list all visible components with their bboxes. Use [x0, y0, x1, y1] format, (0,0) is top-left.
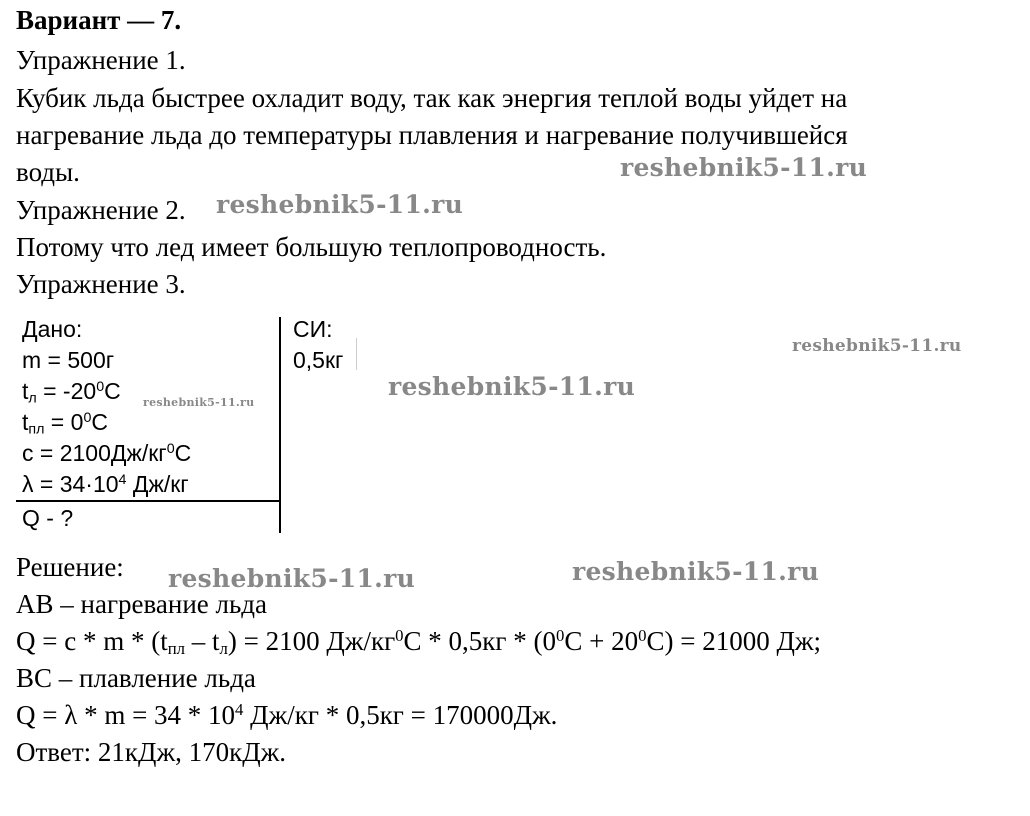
exercise-1-text-line-3: воды. [16, 157, 80, 187]
given-divider-horizontal [16, 500, 280, 502]
given-find: Q - ? [22, 505, 74, 531]
given-mass: m = 500г [22, 347, 115, 373]
solution-answer: Ответ: 21кДж, 170кДж. [16, 737, 287, 767]
exercise-2-title: Упражнение 2. [16, 195, 186, 225]
exercise-1-title: Упражнение 1. [16, 45, 186, 75]
si-heading: СИ: [293, 316, 333, 342]
si-mass: 0,5кг [293, 347, 344, 373]
given-heading: Дано: [22, 316, 83, 342]
solution-bc-label: ВС – плавление льда [16, 663, 256, 693]
given-ice-temperature: $t_л = -20^0C$ [22, 378, 121, 407]
given-divider-vertical [279, 317, 281, 533]
watermark: reshebnik5-11.ru [620, 153, 868, 182]
solution-formula-1: $Q = c * m * (t_{пл} - t_л) = 2100$ $Дж/кг^0С * 0,5кг * (0^0С + 20^0С) = 21000$ Дж; [16, 625, 822, 659]
watermark: reshebnik5-11.ru [168, 564, 416, 593]
variant-title: Вариант — 7. [16, 5, 182, 35]
exercise-3-title: Упражнение 3. [16, 269, 186, 299]
watermark: reshebnik5-11.ru [792, 336, 962, 356]
given-specific-heat: $c = 2100Дж/кг^0C$ [22, 440, 192, 466]
watermark: reshebnik5-11.ru [216, 190, 464, 219]
given-melting-temperature: $t_{пл} = 0^0C$ [22, 409, 108, 438]
exercise-1-text-line-2: нагревание льда до температуры плавления и нагревание получившейся [16, 120, 848, 150]
si-edge-mark [356, 338, 357, 370]
watermark: reshebnik5-11.ru [143, 396, 255, 409]
solution-ab-label: АВ – нагревание льда [16, 589, 268, 619]
watermark: reshebnik5-11.ru [388, 372, 636, 401]
solution-heading: Решение: [16, 552, 124, 582]
given-lambda: $\lambda = 34\cdot 10^4$ Дж/кг [22, 471, 189, 497]
exercise-1-text-line-1: Кубик льда быстрее охладит воду, так как энергия теплой воды уйдет на [16, 83, 848, 113]
watermark: reshebnik5-11.ru [572, 557, 820, 586]
solution-formula-2: $Q = \lambda * m = 34 * 10^4$ Дж/кг * 0,5кг = 170000Дж. [16, 699, 558, 730]
exercise-2-text: Потому что лед имеет большую теплопроводность. [16, 232, 607, 262]
